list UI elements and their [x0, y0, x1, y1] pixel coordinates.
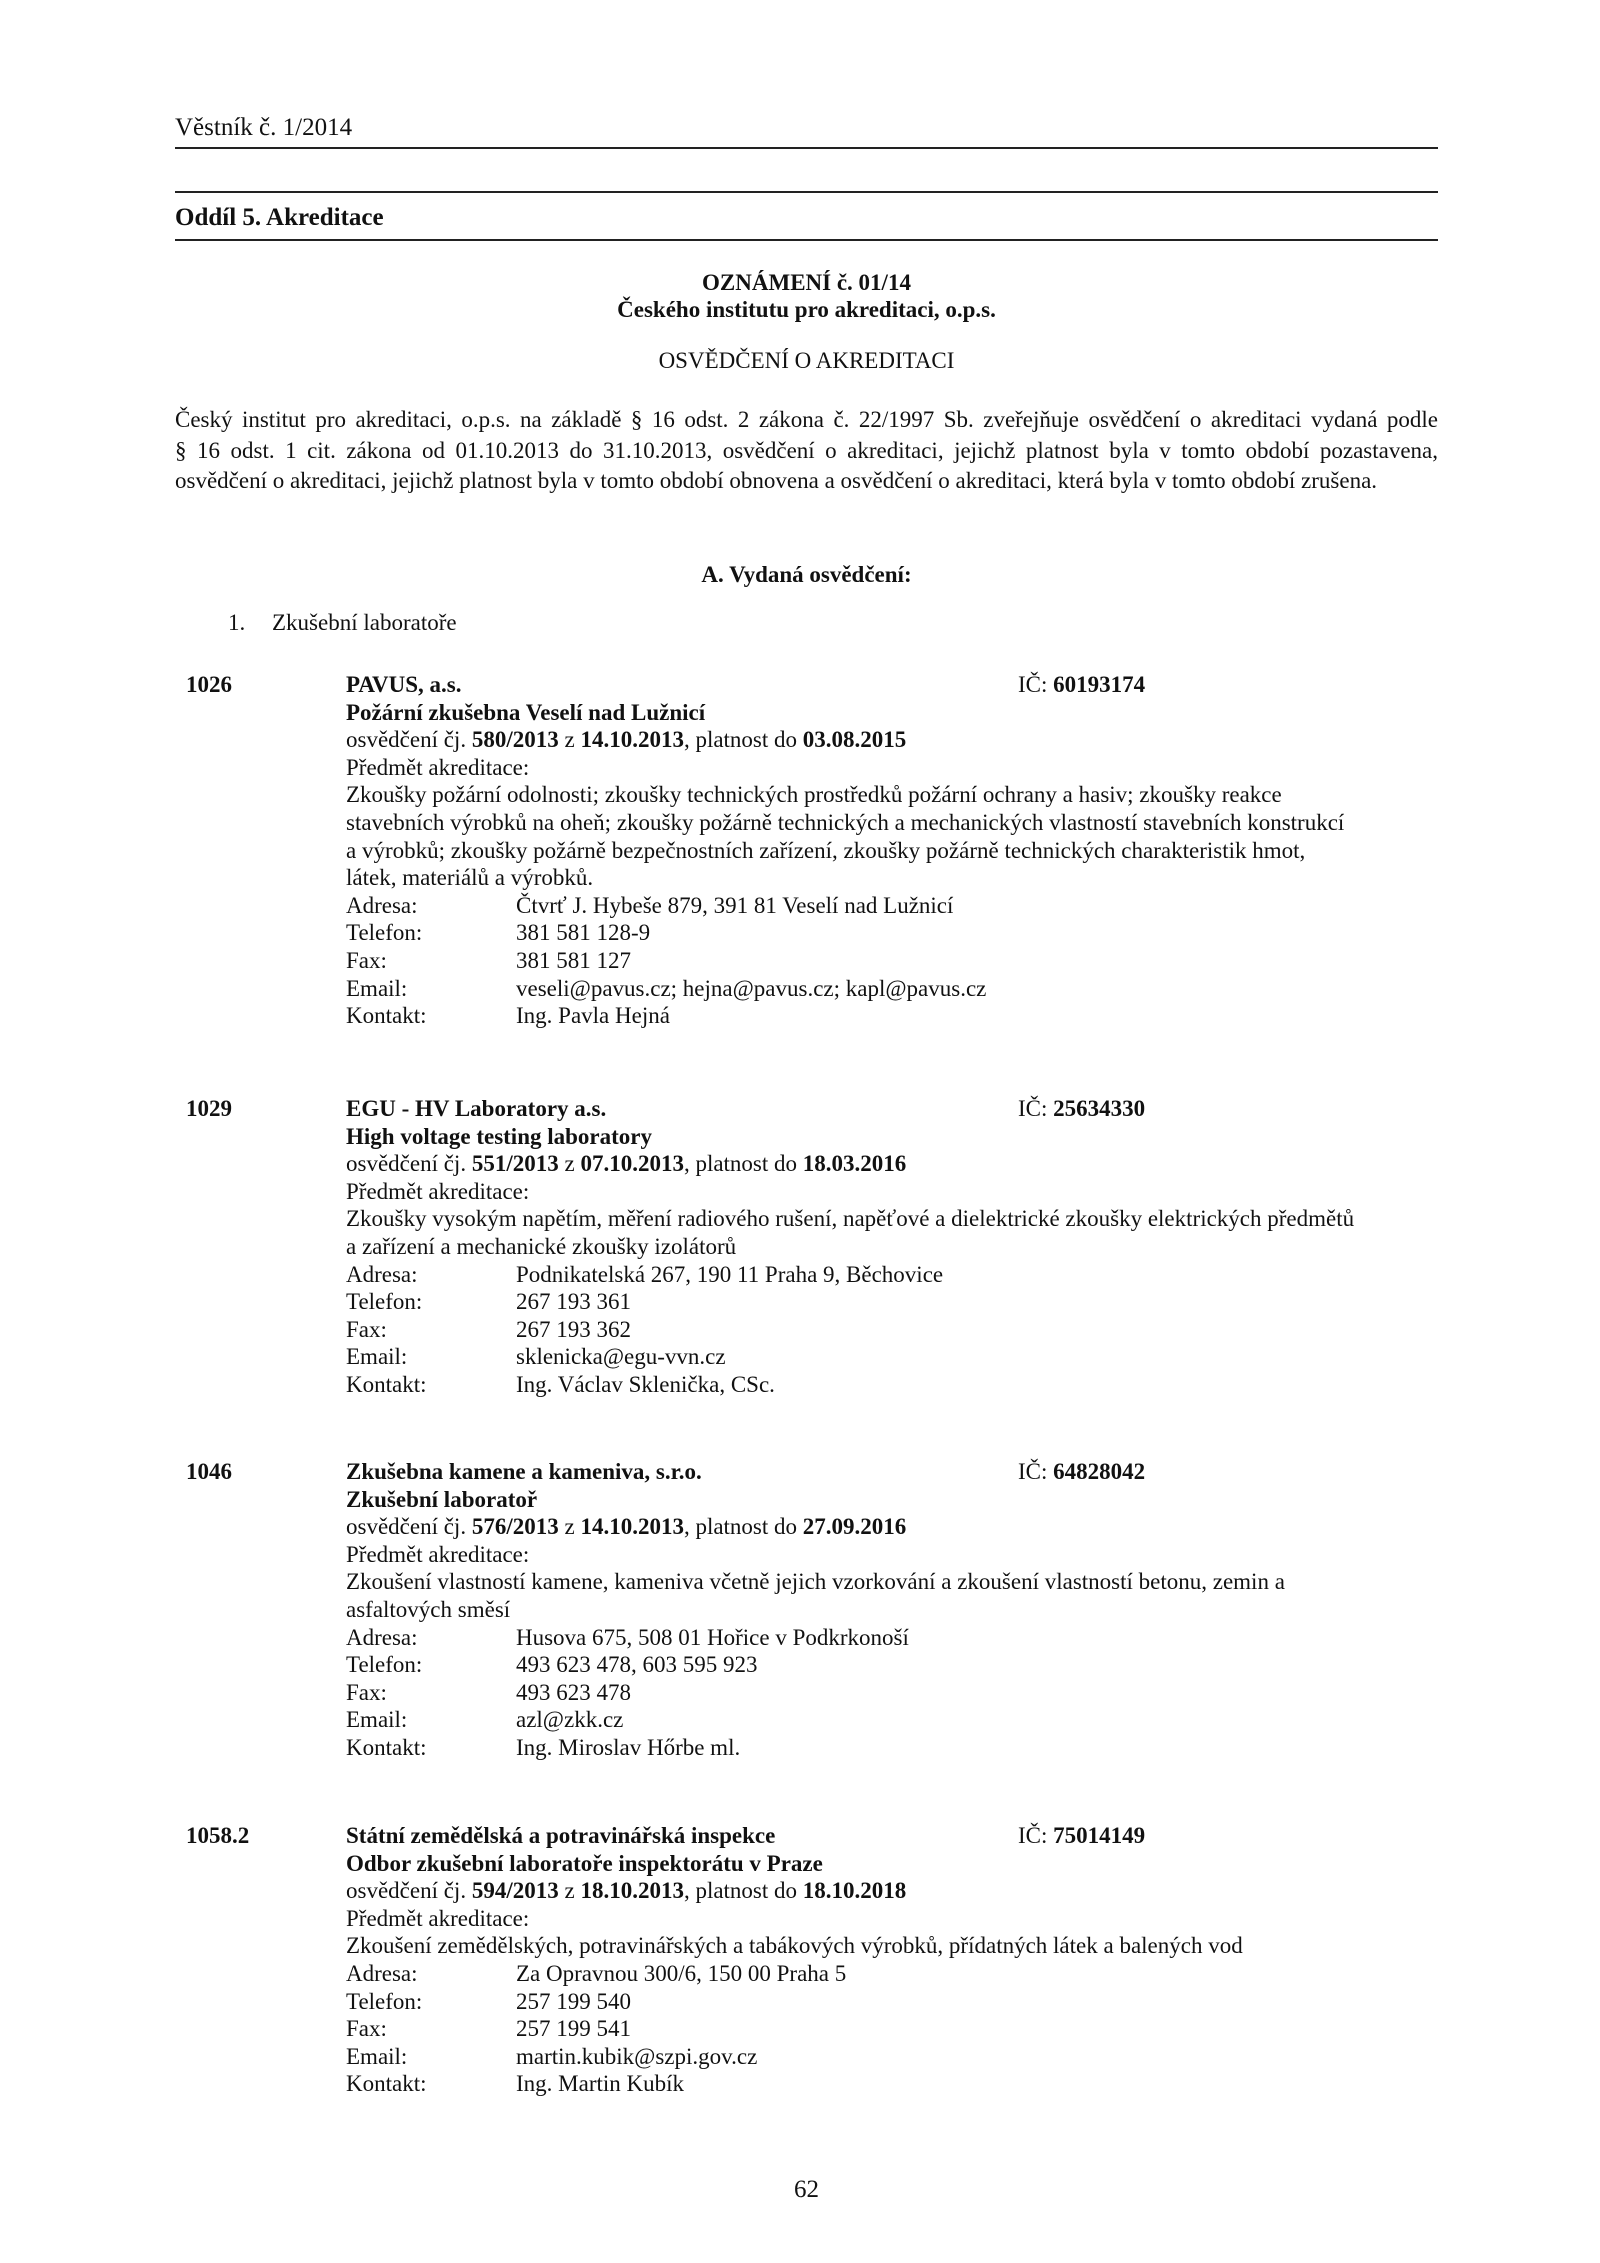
cert-number: 594/2013 [471, 1878, 559, 1904]
contact-row-phone [346, 919, 1446, 947]
contact-row-contact [346, 1734, 1446, 1762]
subject-label: Předmět akreditace: [346, 1905, 530, 1931]
contact-row-phone [346, 1288, 1446, 1316]
phone-value: 267 193 361 [516, 1289, 631, 1315]
divider [175, 147, 1438, 149]
certificate-line [346, 726, 1446, 754]
ic-value: 60193174 [1053, 672, 1146, 697]
contact-row-fax [346, 2015, 1446, 2043]
contact-label: Kontakt: [346, 1371, 427, 1397]
contact-row-contact [346, 2070, 1446, 2098]
contact-row-address [346, 1624, 1446, 1652]
cert-from: z [558, 1514, 581, 1540]
contact-row-email [346, 1343, 1446, 1371]
intro-line: § 16 odst. 1 cit. zákona od 01.10.2013 do 31.10.2013, osvědčení o akreditaci, jejichž platnost byla v tomto období pozastavena, [175, 437, 1438, 463]
contact-row-fax [346, 947, 1446, 975]
ic-label: IČ: [1018, 1459, 1054, 1484]
contact-value: Ing. Pavla Hejná [516, 1003, 670, 1029]
contact-label: Kontakt: [346, 1003, 427, 1029]
contact-row-fax [346, 1316, 1446, 1344]
cert-valid-until: 18.03.2016 [802, 1151, 907, 1177]
organization-name: PAVUS, a.s. [346, 672, 462, 697]
fax-label: Fax: [346, 1679, 387, 1705]
entry-body [346, 1822, 1446, 2098]
email-value: azl@zkk.cz [516, 1707, 624, 1733]
contact-row-phone [346, 1651, 1446, 1679]
contact-row-address [346, 1960, 1446, 1988]
category-label: Zkušební laboratoře [272, 610, 457, 635]
fax-value: 257 199 541 [516, 2016, 631, 2042]
intro-line: osvědčení o akreditaci, jejichž platnost byla v tomto období obnovena a osvědčení o akreditaci, která byla v tomto období zrušena. [175, 468, 1378, 493]
cert-prefix: osvědčení čj. [346, 727, 472, 753]
subject-line: látek, materiálů a výrobků. [346, 865, 594, 891]
address-value: Podnikatelská 267, 190 11 Praha 9, Běchovice [516, 1261, 944, 1287]
subject-label: Předmět akreditace: [346, 754, 530, 780]
email-value: martin.kubik@szpi.gov.cz [516, 2043, 758, 2069]
email-label: Email: [346, 1344, 408, 1370]
contact-row-address [346, 892, 1446, 920]
contact-row-contact [346, 1371, 1446, 1399]
ic-label: IČ: [1018, 1823, 1054, 1848]
email-label: Email: [346, 2043, 408, 2069]
entry-body [346, 1458, 1446, 1762]
contact-row-email [346, 1706, 1446, 1734]
address-label: Adresa: [346, 892, 418, 918]
fax-value: 493 623 478 [516, 1679, 631, 1705]
cert-from: z [558, 1878, 581, 1904]
cert-issued-date: 07.10.2013 [580, 1151, 684, 1177]
laboratory-unit: High voltage testing laboratory [346, 1123, 652, 1149]
fax-value: 267 193 362 [516, 1316, 631, 1342]
phone-label: Telefon: [346, 1652, 423, 1678]
address-label: Adresa: [346, 1960, 418, 1986]
address-value: Za Opravnou 300/6, 150 00 Praha 5 [516, 1960, 847, 1986]
laboratory-unit: Zkušební laboratoř [346, 1486, 538, 1512]
phone-value: 257 199 540 [516, 1988, 631, 2014]
subject-line: a zařízení a mechanické zkoušky izolátorů [346, 1233, 737, 1259]
cert-valid: , platnost do [683, 727, 803, 753]
category-number: 1. [228, 610, 246, 635]
fax-label: Fax: [346, 2016, 387, 2042]
cert-issued-date: 14.10.2013 [580, 1514, 684, 1540]
ic-value: 75014149 [1053, 1823, 1146, 1848]
address-value: Husova 675, 508 01 Hořice v Podkrkonoší [516, 1624, 909, 1650]
entry-number: 1058.2 [186, 1823, 250, 1848]
cert-number: 580/2013 [471, 727, 559, 753]
cert-valid: , platnost do [683, 1878, 803, 1904]
notice-title: OZNÁMENÍ č. 01/14 [702, 270, 911, 295]
contact-row-contact [346, 1002, 1446, 1030]
entry-body [346, 671, 1446, 1030]
divider [175, 191, 1438, 193]
phone-label: Telefon: [346, 1289, 423, 1315]
certificate-line [346, 1877, 1446, 1905]
entry-body [346, 1095, 1446, 1399]
contact-row-email [346, 2043, 1446, 2071]
cert-valid-until: 03.08.2015 [802, 727, 907, 753]
cert-issued-date: 18.10.2013 [580, 1878, 684, 1904]
phone-label: Telefon: [346, 1988, 423, 2014]
certificate-line [346, 1150, 1446, 1178]
contact-row-phone [346, 1988, 1446, 2016]
fax-value: 381 581 127 [516, 947, 631, 973]
ic-value: 64828042 [1053, 1459, 1146, 1484]
cert-from: z [558, 1151, 581, 1177]
organization-name: Státní zemědělská a potravinářská inspekce [346, 1823, 776, 1848]
cert-valid: , platnost do [683, 1151, 803, 1177]
phone-value: 493 623 478, 603 595 923 [516, 1652, 758, 1678]
subject-line: a výrobků; zkoušky požárně bezpečnostních zařízení, zkoušky požárně technických charakteristik hmot, [346, 837, 1306, 863]
subject-line: Zkoušky požární odolnosti; zkoušky technických prostředků požární ochrany a hasiv; zkoušky reakce [346, 782, 1282, 808]
phone-label: Telefon: [346, 920, 423, 946]
fax-label: Fax: [346, 947, 387, 973]
cert-issued-date: 14.10.2013 [580, 727, 684, 753]
organization-name: Zkušebna kamene a kameniva, s.r.o. [346, 1459, 702, 1484]
email-label: Email: [346, 975, 408, 1001]
notice-issuer: Českého institutu pro akreditaci, o.p.s. [617, 297, 996, 322]
email-value: veseli@pavus.cz; hejna@pavus.cz; kapl@pavus.cz [516, 975, 987, 1001]
intro-paragraph [175, 405, 1438, 497]
part-heading: A. Vydaná osvědčení: [701, 562, 912, 587]
subject-label: Předmět akreditace: [346, 1178, 530, 1204]
divider [175, 239, 1438, 241]
page-number: 62 [794, 2176, 819, 2203]
contact-value: Ing. Václav Sklenička, CSc. [516, 1371, 775, 1397]
cert-prefix: osvědčení čj. [346, 1514, 472, 1540]
cert-prefix: osvědčení čj. [346, 1878, 472, 1904]
notice-subtitle: OSVĚDČENÍ O AKREDITACI [658, 348, 955, 373]
cert-valid-until: 18.10.2018 [802, 1878, 907, 1904]
subject-label: Předmět akreditace: [346, 1541, 530, 1567]
cert-from: z [558, 727, 581, 753]
contact-row-fax [346, 1679, 1446, 1707]
laboratory-unit: Odbor zkušební laboratoře inspektorátu v Praze [346, 1850, 823, 1876]
certificate-line [346, 1513, 1446, 1541]
organization-name: EGU - HV Laboratory a.s. [346, 1096, 607, 1121]
ic-value: 25634330 [1053, 1096, 1146, 1121]
journal-title: Věstník č. 1/2014 [175, 114, 353, 141]
email-value: sklenicka@egu-vvn.cz [516, 1344, 726, 1370]
contact-row-address [346, 1261, 1446, 1289]
address-value: Čtvrť J. Hybeše 879, 391 81 Veselí nad Lužnicí [516, 892, 954, 918]
contact-label: Kontakt: [346, 1734, 427, 1760]
cert-valid: , platnost do [683, 1514, 803, 1540]
subject-line: Zkoušky vysokým napětím, měření radiového rušení, napěťové a dielektrické zkoušky elektrických předmětů [346, 1206, 1355, 1232]
contact-value: Ing. Martin Kubík [516, 2071, 685, 2097]
phone-value: 381 581 128-9 [516, 920, 651, 946]
contact-value: Ing. Miroslav Hőrbe ml. [516, 1734, 741, 1760]
cert-prefix: osvědčení čj. [346, 1151, 472, 1177]
intro-line: Český institut pro akreditaci, o.p.s. na základě § 16 odst. 2 zákona č. 22/1997 Sb. zveřejňuje osvědčení o akreditaci vydaná podle [175, 407, 1438, 432]
entry-number: 1026 [186, 672, 232, 697]
contact-row-email [346, 975, 1446, 1003]
cert-number: 551/2013 [471, 1151, 559, 1177]
laboratory-unit: Požární zkušebna Veselí nad Lužnicí [346, 699, 706, 725]
email-label: Email: [346, 1707, 408, 1733]
entry-number: 1029 [186, 1096, 232, 1121]
subject-line: stavebních výrobků na oheň; zkoušky požárně technických a mechanických vlastností stavebních konstrukcí [346, 809, 1345, 835]
cert-number: 576/2013 [471, 1514, 559, 1540]
ic-label: IČ: [1018, 1096, 1054, 1121]
section-title: Oddíl 5. Akreditace [175, 204, 384, 231]
ic-label: IČ: [1018, 672, 1054, 697]
cert-valid-until: 27.09.2016 [802, 1514, 907, 1540]
entry-number: 1046 [186, 1459, 232, 1484]
subject-line: Zkoušení zemědělských, potravinářských a tabákových výrobků, přídatných látek a balených vod [346, 1933, 1243, 1959]
fax-label: Fax: [346, 1316, 387, 1342]
address-label: Adresa: [346, 1624, 418, 1650]
address-label: Adresa: [346, 1261, 418, 1287]
subject-line: Zkoušení vlastností kamene, kameniva včetně jejich vzorkování a zkoušení vlastností betonu, zemin a [346, 1569, 1285, 1595]
subject-line: asfaltových směsí [346, 1596, 511, 1622]
contact-label: Kontakt: [346, 2071, 427, 2097]
